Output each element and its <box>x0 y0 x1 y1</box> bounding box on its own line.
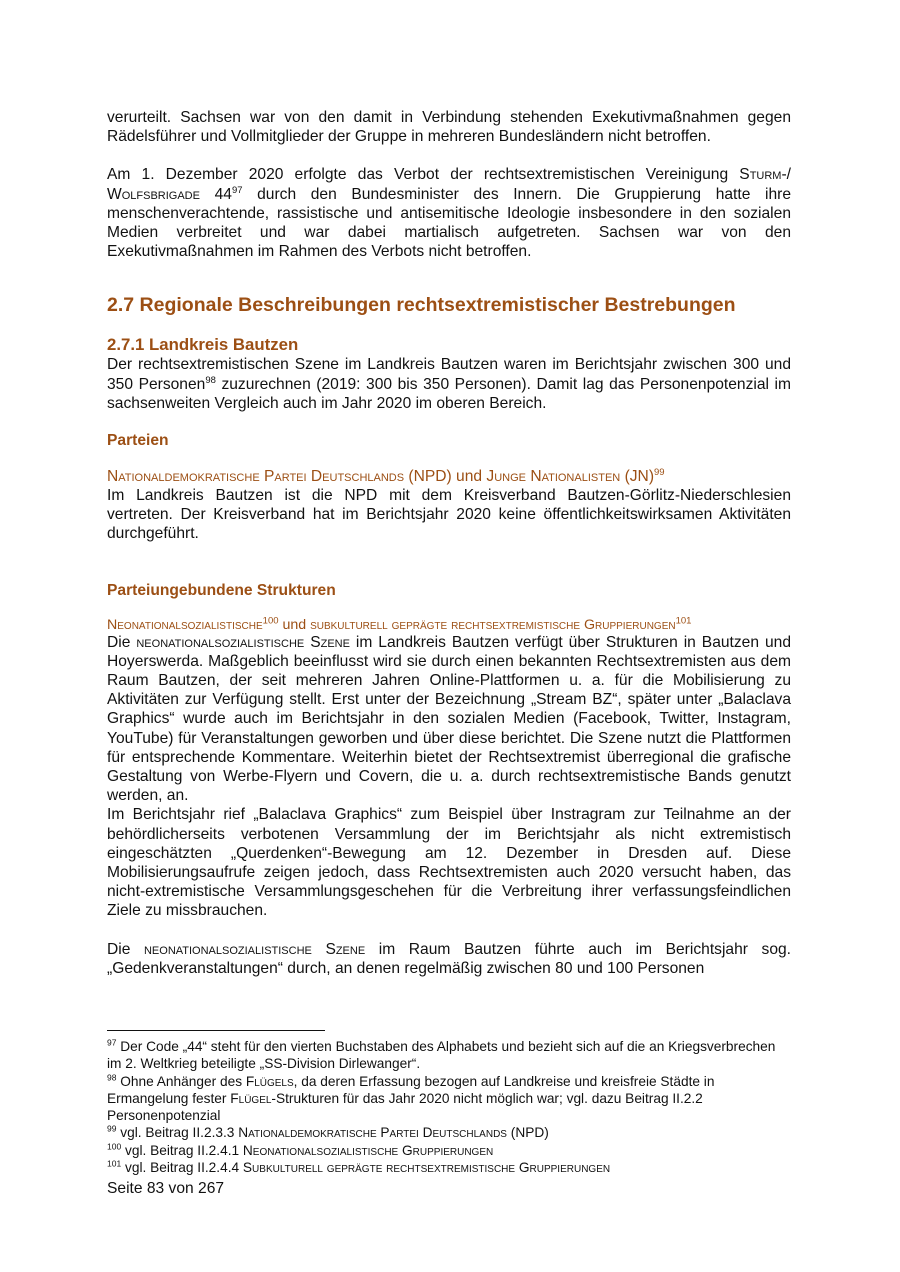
document-body <box>107 108 791 978</box>
footnote-ref-99[interactable]: 99 <box>654 466 665 478</box>
org-name: Sturm-/ Wolfsbrigade <box>107 166 791 203</box>
footnote-ref-100[interactable]: 100 <box>262 614 279 626</box>
footnote-97: $^{97}$ Der Code „44“ steht für den vierten Buchstaben des Alphabets und bezieht sich auf die an Kriegsverbrechen im 2. Weltkrieg beteiligte „SS-Division Dirlewanger“. <box>107 1037 776 1072</box>
heading-parteiungebundene-strukturen: Parteiungebundene Strukturen <box>107 581 336 599</box>
subsection-heading-2-7-1: 2.7.1 Landkreis Bautzen <box>107 335 299 355</box>
footnote-100: $^{100}$ vgl. Beitrag II.2.4.1 Neonationalsozialistische Gruppierungen <box>107 1141 494 1158</box>
paragraph-gedenkveranstaltungen: Die neonationalsozialistische Szene im Raum Bautzen führte auch im Berichtsjahr sog. „Gedenkveranstaltungen“ durch, an denen regelmäßig zwischen 80 und 100 Personen <box>107 940 791 977</box>
paragraph-npd-bautzen: Im Landkreis Bautzen ist die NPD mit dem Kreisverband Bautzen-Görlitz-Niederschlesien vertreten. Der Kreisverband hat im Berichtsjahr 2020 keine öffentlichkeitswirksamen Aktivitäten durchgeführt. <box>107 487 791 543</box>
paragraph-verurteilt: verurteilt. Sachsen war von den damit in Verbindung stehenden Exekutivmaßnahmen gegen Rädelsführer und Vollmitglieder der Gruppe in mehreren Bundesländern nicht betroffen. <box>107 109 791 146</box>
footnote-ref-101[interactable]: 101 <box>675 614 692 626</box>
footnote-ref-97[interactable]: 97 <box>231 184 243 196</box>
heading-parteien: Parteien <box>107 432 169 450</box>
paragraph-verbot-sturmbrigade: Am 1. Dezember 2020 erfolgte das Verbot der rechtsextremistischen Vereinigung Sturm-/ Wolfsbrigade $44^{97}$ durch den Bundesminister des Innern. Die Gruppierung hatte ihre menschenverachtende, rassistische und antisemitische Ideologie insbesondere in den sozialen Medien verbreitet und war dabei martialisch aufgetreten. Sachsen war von den Exekutivmaßnahmen im Rahmen des Verbots nicht betroffen. <box>107 166 791 261</box>
page-number: Seite 83 von 267 <box>107 1180 225 1197</box>
footnote-separator <box>107 1030 325 1031</box>
footnotes <box>107 1038 791 1176</box>
paragraph-bautzen-intro: Der rechtsextremistischen Szene im Landkreis Bautzen waren im Berichtsjahr zwischen 300 und 350 Personen$^{98}$ zuzurechnen (2019: 300 bis 350 Personen). Damit lag das Personenpotenzial im sachsenweiten Vergleich auch im Jahr 2020 im oberen Bereich. <box>107 356 791 412</box>
paragraph-balaclava-graphics: Im Berichtsjahr rief „Balaclava Graphics“ zum Beispiel über Instragram zur Teilnahme an der behördlicherseits verbotenen Versammlung der im Berichtsjahr als nicht extremistisch eingeschätzten „Querdenken“-Bewegung am 12. Dezember in Dresden auf. Diese Mobilisierungsaufrufe zeigen jedoch, dass Rechtsextremisten auch 2020 versucht haben, das nicht-extremistische Versammlungsgeschehen für die Verbreitung ihrer verfassungsfeindlichen Ziele zu missbrauchen. <box>107 806 791 920</box>
footnote-98: $^{98}$ Ohne Anhänger des Flügels, da deren Erfassung bezogen auf Landkreise und kreisfreie Städte in Ermangelung fester Flügel-Strukturen für das Jahr 2020 nicht möglich war; vgl. dazu Beitrag II.2.2 Personenpotenzial <box>107 1072 715 1124</box>
footnote-101: $^{101}$ vgl. Beitrag II.2.4.4 Subkulturell geprägte rechtsextremistische Gruppierungen <box>107 1158 611 1176</box>
paragraph-neonazi-szene: Die neonationalsozialistische Szene im Landkreis Bautzen verfügt über Strukturen in Bautzen und Hoyerswerda. Maßgeblich beeinflusst wird sie durch einen bekannten Rechtsextremisten aus dem Raum Bautzen, der seit mehreren Jahren Online-Plattformen u. a. für die Mobilisierung zu Aktivitäten zur Verfügung stellt. Erst unter der Bezeichnung „Stream BZ“, später unter „Balaclava Graphics“ wurde auch im Berichtsjahr in den sozialen Medien (Facebook, Twitter, Instagram, YouTube) für Veranstaltungen geworben und über diese berichtet. Die Szene nutzt die Plattformen für entsprechende Kommentare. Weiterhin bietet der Rechtsextremist überregional die grafische Gestaltung von Werbe-Flyern und Covern, die u. a. durch rechtsextremistische Bands genutzt werden, an. <box>107 633 791 805</box>
heading-npd-jn: Nationaldemokratische Partei Deutschlands (NPD) und Junge Nationalisten (JN)$^{99}$ <box>107 466 665 486</box>
footnote-99: $^{99}$ vgl. Beitrag II.2.3.3 Nationaldemokratische Partei Deutschlands (NPD) <box>107 1123 549 1141</box>
footnote-ref-98[interactable]: 98 <box>205 374 216 386</box>
section-heading-2-7: 2.7 Regionale Beschreibungen rechtsextremistischer Bestrebungen <box>107 294 736 317</box>
heading-neonazi-subkultur: Neonationalsozialistische$^{100}$ und subkulturell geprägte rechtsextremistische Gruppierungen$^{101}$ <box>107 614 692 633</box>
